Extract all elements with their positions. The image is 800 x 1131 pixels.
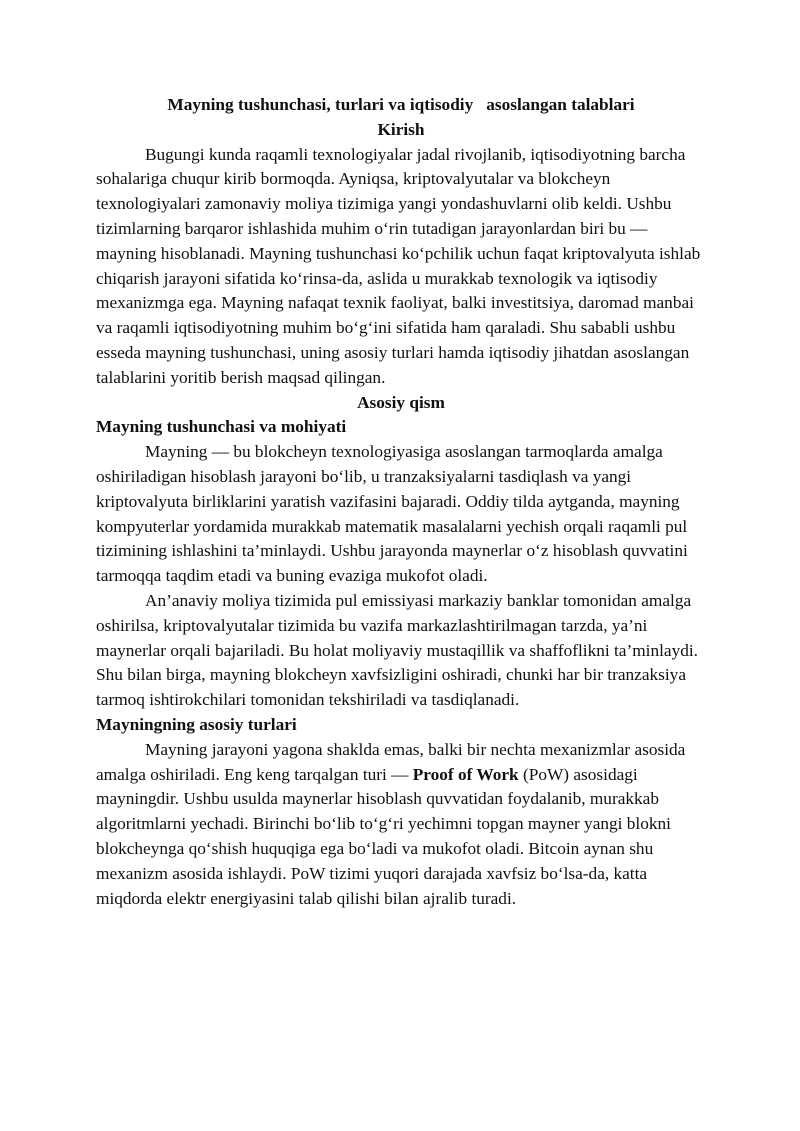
main-heading: Asosiy qism	[357, 392, 445, 412]
document-title: Mayning tushunchasi, turlari va iqtisodiy asoslangan talablari	[167, 95, 635, 114]
intro-paragraph: Bugungi kunda raqamli texnologiyalar jadal rivojlanib, iqtisodiyotning barcha sohalariga chuqur kirib bormoqda. Ayniqsa, kriptovalyutalar va blokcheyn texnologiyalari zamonaviy moliya tizimiga yangi yondashuvlarni olib keldi. Ushbu tizimlarning barqaror ishlashida muhim o‘rin tutadigan jarayonlardan biri bu — mayning hisoblanadi. Mayning tushunchasi ko‘pchilik uchun faqat kriptovalyuta ishlab chiqarish jarayoni sifatida ko‘rinsa-da, aslida u murakkab texnologik va iqtisodiy mexanizmga ega. Mayning nafaqat texnik faoliyat, balki investitsiya, daromad manbai va raqamli iqtisodiyotning muhim bo‘g‘ini sifatida ham qaraladi. Shu sababli ushbu esseda mayning tushunchasi, uning asosiy turlari hamda iqtisodiy jihatdan asoslangan talablarini yoritib berish maqsad qilingan.	[96, 144, 701, 387]
section1-paragraph-1: Mayning — bu blokcheyn texnologiyasiga asoslangan tarmoqlarda amalga oshiriladigan hisoblash jarayoni bo‘lib, u tranzaksiyalarni tasdiqlash va yangi kriptovalyuta birliklarini yaratish vazifasini bajaradi. Oddiy tilda aytganda, mayning kompyuterlar yordamida murakkab matematik masalalarni yechish orqali raqamli pul tizimining ishlashini ta’minlaydi. Ushbu jarayonda maynerlar o‘z hisoblash quvvatini tarmoqqa taqdim etadi va buning evaziga mukofot oladi.	[96, 442, 688, 586]
section2-text-before: Mayning jarayoni yagona shaklda emas, balki bir nechta mexanizmlar asosida amalga oshiriladi. Eng keng tarqalgan turi —	[96, 739, 686, 784]
proof-of-work-term: Proof of Work	[412, 764, 519, 784]
section2-heading: Mayningning asosiy turlari	[96, 714, 297, 734]
document-page	[96, 93, 706, 911]
section1-heading: Mayning tushunchasi va mohiyati	[96, 417, 347, 437]
section1-paragraph-2: An’anaviy moliya tizimida pul emissiyasi markaziy banklar tomonidan amalga oshirilsa, kriptovalyutalar tizimida bu vazifa markazlashtirilmagan tarzda, ya’ni maynerlar orqali bajariladi. Bu holat moliyaviy mustaqillik va shaffoflikni ta’minlaydi. Shu bilan birga, mayning blokcheyn xavfsizligini oshiradi, chunki har bir tranzaksiya tarmoq ishtirokchilari tomonidan tekshiriladi va tasdiqlanadi.	[96, 590, 698, 710]
intro-heading: Kirish	[377, 119, 425, 139]
section2-text-after: (PoW) asosidagi mayningdir. Ushbu usulda maynerlar hisoblash quvvatidan foydalanib, murakkab algoritmlarni yechadi. Birinchi bo‘lib to‘g‘ri yechimni topgan mayner yangi blokni blokcheynga qo‘shish huquqiga ega bo‘ladi va mukofot oladi. Bitcoin aynan shu mexanizm asosida ishlaydi. PoW tizimi yuqori darajada xavfsiz bo‘lsa-da, katta miqdorda elektr energiyasini talab qilishi bilan ajralib turadi.	[96, 764, 671, 908]
section2-paragraph-1	[96, 738, 706, 912]
